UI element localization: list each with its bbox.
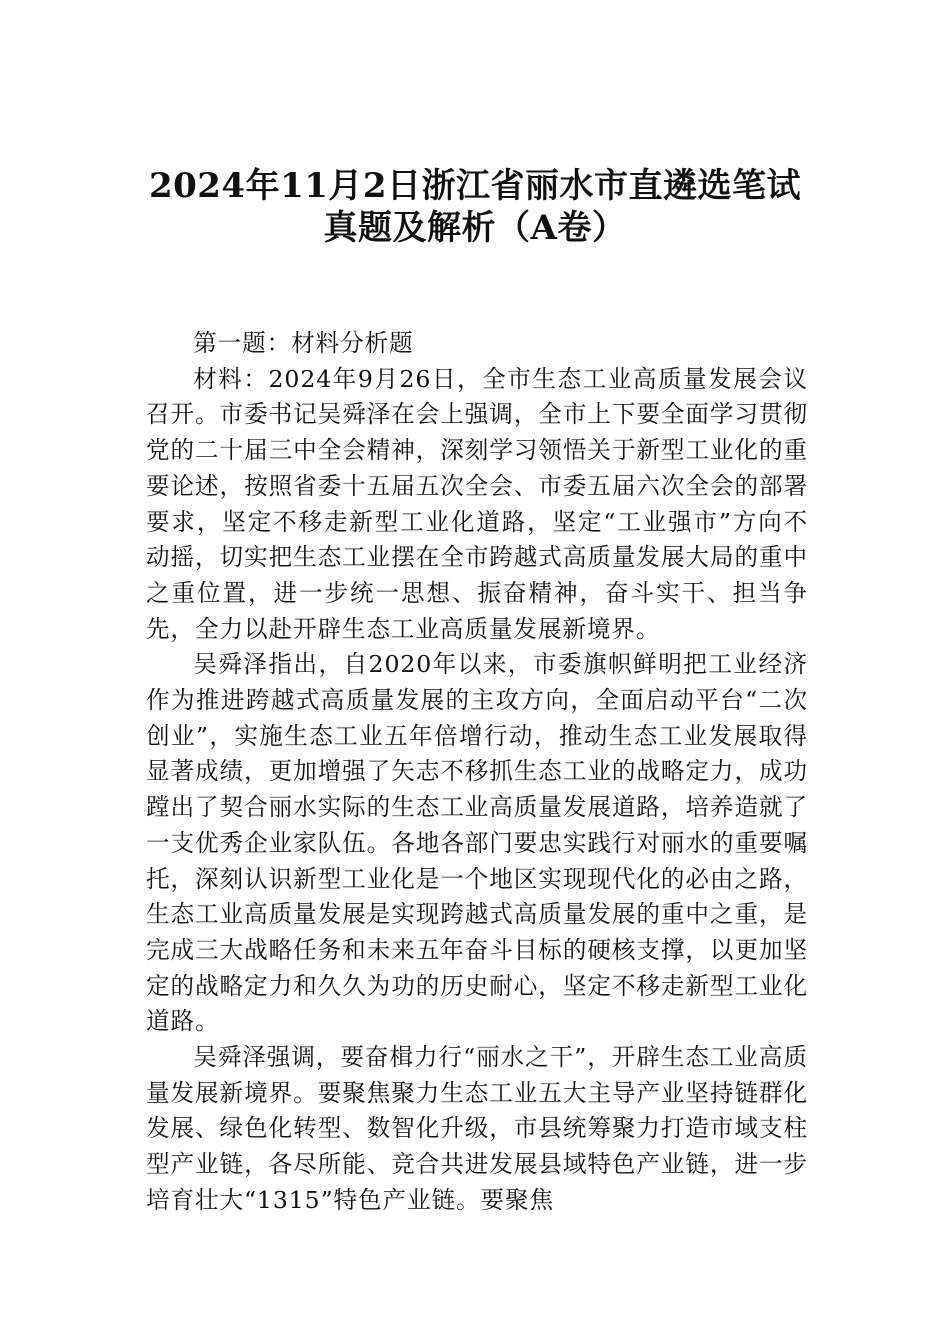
section-heading: 第一题：材料分析题 — [193, 329, 414, 357]
document-body — [146, 326, 808, 1219]
document-title-line-2: 真题及解析（A卷） — [323, 208, 627, 248]
document-title-line-1: 2024年11月2日浙江省丽水市直遴选笔试 — [148, 166, 802, 206]
body-paragraph: 吴舜泽强调，要奋楫力行“丽水之干”，开辟生态工业高质量发展新境界。要聚焦聚力生态工业五大主导产业坚持链群化发展、绿色化转型、数智化升级，市县统筹聚力打造市域支柱型产业链，各尽所能、竞合共进发展县域特色产业链，进一步培育壮大“1315”特色产业链。要聚焦 — [146, 1043, 808, 1214]
body-paragraph: 材料：2024年9月26日，全市生态工业高质量发展会议召开。市委书记吴舜泽在会上强调，全市上下要全面学习贯彻党的二十届三中全会精神，深刻学习领悟关于新型工业化的重要论述，按照省委十五届五次全会、市委五届六次全会的部署要求，坚定不移走新型工业化道路，坚定“工业强市”方向不动摇，切实把生态工业摆在全市跨越式高质量发展大局的重中之重位置，进一步统一思想、振奋精神，奋斗实干、担当争先，全力以赴开辟生态工业高质量发展新境界。 — [146, 364, 808, 643]
body-paragraph: 吴舜泽指出，自2020年以来，市委旗帜鲜明把工业经济作为推进跨越式高质量发展的主攻方向，全面启动平台“二次创业”，实施生态工业五年倍增行动，推动生态工业发展取得显著成绩，更加增强了矢志不移抓生态工业的战略定力，成功蹚出了契合丽水实际的生态工业高质量发展道路，培养造就了一支优秀企业家队伍。各地各部门要忠实践行对丽水的重要嘱托，深刻认识新型工业化是一个地区实现现代化的必由之路，生态工业高质量发展是实现跨越式高质量发展的重中之重，是完成三大战略任务和未来五年奋斗目标的硬核支撑，以更加坚定的战略定力和久久为功的历史耐心，坚定不移走新型工业化道路。 — [146, 650, 808, 1036]
